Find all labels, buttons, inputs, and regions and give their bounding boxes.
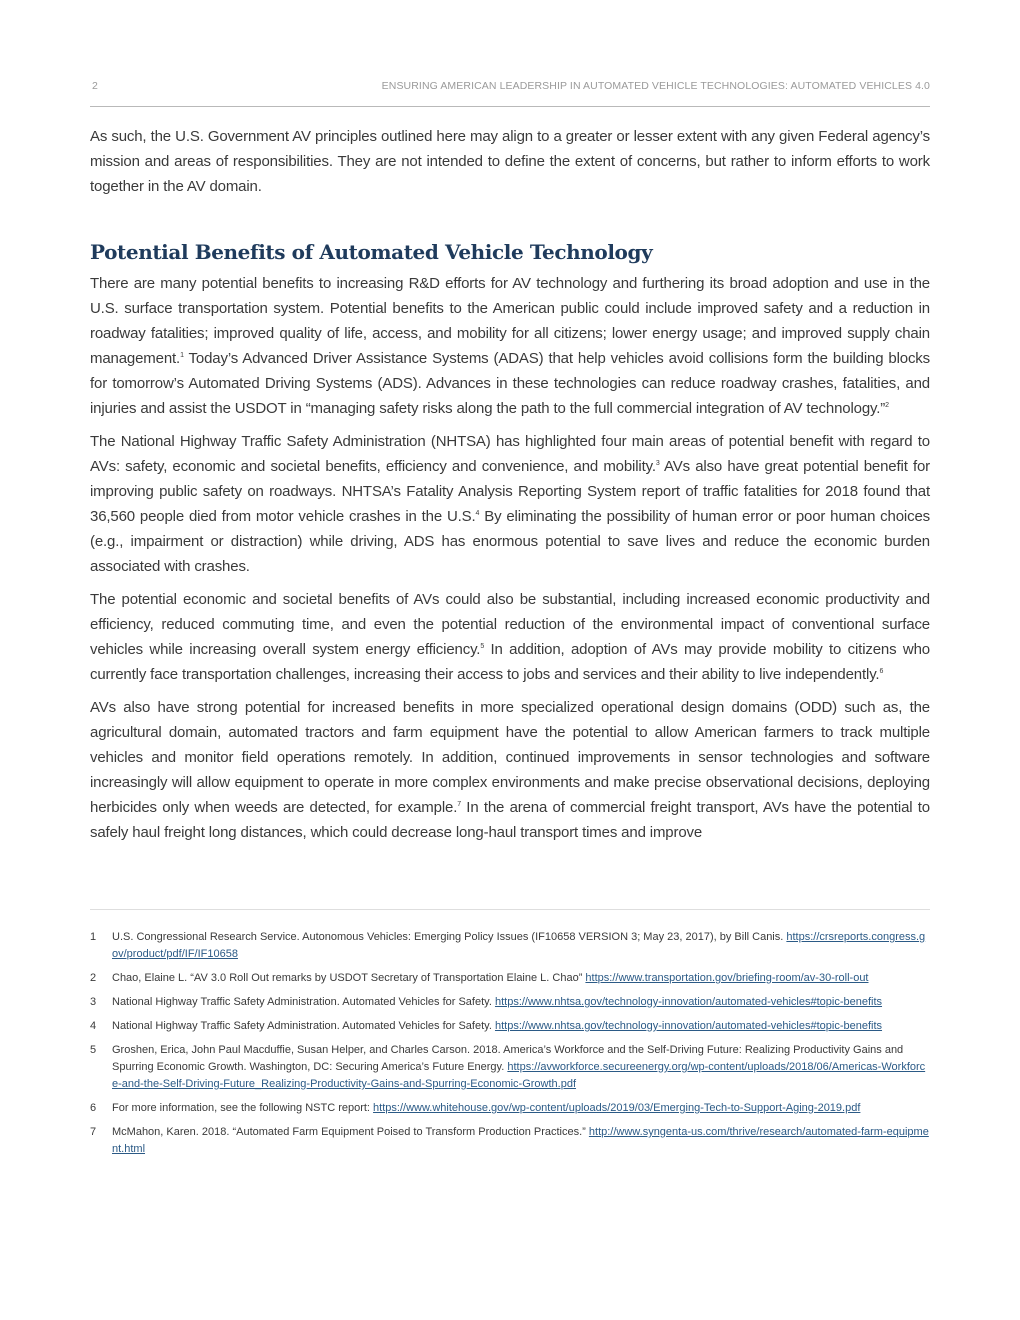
footnote-ref-1[interactable]: 1 — [180, 352, 184, 359]
footnote-item — [90, 994, 930, 1011]
intro-paragraph: As such, the U.S. Government AV principles outlined here may align to a greater or lesser extent with any given Federal agency’s mission and areas of responsibilities. They are not intended to define the extent of concerns, but rather to inform efforts to work together in the AV domain. — [90, 128, 930, 195]
footnote-number: 3 — [90, 996, 97, 1008]
footnote-link[interactable]: https://www.nhtsa.gov/technology-innovation/automated-vehicles#topic-benefits — [494, 996, 883, 1008]
running-title: ENSURING AMERICAN LEADERSHIP IN AUTOMATED VEHICLE TECHNOLOGIES: AUTOMATED VEHICLES 4.0 — [381, 80, 930, 92]
page-number: 2 — [92, 80, 98, 92]
footnote-item — [90, 1100, 930, 1117]
footnote-ref-7[interactable]: 7 — [457, 801, 461, 808]
footnote-link[interactable]: https://www.nhtsa.gov/technology-innovation/automated-vehicles#topic-benefits — [494, 1020, 883, 1032]
footnote-item — [90, 1124, 930, 1158]
footnote-text: National Highway Traffic Safety Administration. Automated Vehicles for Safety. — [112, 996, 495, 1008]
body-paragraph-1: There are many potential benefits to increasing R&D efforts for AV technology and furthering its broad adoption and use in the U.S. surface transportation system. Potential benefits to the American public could include improved safety and a reduction in roadway fatalities; improved quality of life, access, and mobility for all citizens; lower energy usage; and improved supply chain management.$^1$ Today’s Advanced Driver Assistance Systems (ADAS) that help vehicles avoid collisions form the building blocks for tomorrow’s Automated Driving Systems (ADS). Advances in these technologies can reduce roadway crashes, fatalities, and injuries and assist the USDOT in “managing safety risks along the path to the full commercial integration of AV technology.”$^2$ — [90, 275, 930, 417]
footnote-ref-5[interactable]: 5 — [480, 643, 485, 650]
body-paragraph-2: The National Highway Traffic Safety Administration (NHTSA) has highlighted four main areas of potential benefit with regard to AVs: safety, economic and societal benefits, efficiency and convenience, and mobility.$^3$ AVs also have great potential benefit for improving public safety on roadways. NHTSA’s Fatality Analysis Reporting System report of traffic fatalities for 2018 found that 36,560 people died from motor vehicle crashes in the U.S.$^4$ By eliminating the possibility of human error or poor human choices (e.g., impairment or distraction) while driving, ADS has enormous potential to save lives and reduce the economic burden associated with crashes. — [90, 433, 930, 575]
footnote-text: For more information, see the following NSTC report: — [112, 1102, 374, 1114]
footnote-link[interactable]: https://www.transportation.gov/briefing-room/av-30-roll-out — [585, 972, 869, 984]
footnote-ref-4[interactable]: 4 — [475, 510, 480, 517]
footnote-text: National Highway Traffic Safety Administration. Automated Vehicles for Safety. — [112, 1020, 495, 1032]
footnote-item — [90, 970, 930, 987]
footnote-item — [90, 929, 930, 963]
footnotes — [90, 929, 930, 1165]
footnote-link[interactable]: https://www.whitehouse.gov/wp-content/uploads/2019/03/Emerging-Tech-to-Support-Aging-2019.pdf — [373, 1102, 861, 1114]
footnote-number: 1 — [90, 931, 97, 943]
footnote-number: 4 — [90, 1020, 97, 1032]
footnote-item — [90, 1042, 930, 1093]
header-divider — [90, 106, 930, 107]
footnote-ref-2[interactable]: 2 — [885, 402, 889, 409]
footnote-ref-3[interactable]: 3 — [655, 460, 660, 467]
body-paragraph-3: The potential economic and societal benefits of AVs could also be substantial, including increased economic productivity and efficiency, reduced commuting time, and even the potential reduction of the environmental impact of conventional surface vehicles while increasing overall system energy efficiency.$^5$ In addition, adoption of AVs may provide mobility to citizens who currently face transportation challenges, increasing their access to jobs and services and their ability to live independently.$^6$ — [90, 591, 930, 683]
footnote-number: 7 — [90, 1126, 97, 1138]
footnote-text: McMahon, Karen. 2018. “Automated Farm Equipment Poised to Transform Production Practices.” — [112, 1126, 589, 1138]
footnote-link[interactable]: https://avworkforce.secureenergy.org/wp-content/uploads/2018/06/Americas-Workforce-and-the-Self-Driving-Future_Realizing-Productivity-Gains-and-Spurring-Economic-Growth.pdf — [112, 1061, 926, 1090]
footnote-text: U.S. Congressional Research Service. Autonomous Vehicles: Emerging Policy Issues (IF10658 VERSION 3; May 23, 2017), by Bill Canis. — [112, 931, 787, 943]
footnote-divider — [90, 909, 930, 910]
footnote-ref-6[interactable]: 6 — [879, 668, 884, 675]
footnote-text: Groshen, Erica, John Paul Macduffie, Susan Helper, and Charles Carson. 2018. America’s Workforce and the Self-Driving Future: Realizing Productivity Gains and Spurring Economic Growth. Washington, DC: Securing America’s Future Energy. — [112, 1044, 904, 1073]
footnote-link[interactable]: http://www.syngenta-us.com/thrive/research/automated-farm-equipment.html — [112, 1126, 929, 1155]
body-paragraph-4: AVs also have strong potential for increased benefits in more specialized operational design domains (ODD) such as, the agricultural domain, automated tractors and farm equipment have the potential to allow American farmers to track multiple vehicles and monitor field operations remotely. In addition, continued improvements in sensor technologies and software increasingly will allow equipment to operate in more complex environments and make precise observational decisions, deploying herbicides only when weeds are detected, for example.$^7$ In the arena of commercial freight transport, AVs have the potential to safely haul freight long distances, which could decrease long-haul transport times and improve — [90, 699, 930, 841]
footnote-number: 2 — [90, 972, 97, 984]
footnote-number: 6 — [90, 1102, 97, 1114]
main-content — [90, 124, 930, 853]
running-header — [90, 80, 930, 98]
footnote-link[interactable]: https://crsreports.congress.gov/product/pdf/IF/IF10658 — [112, 931, 926, 960]
section-heading: Potential Benefits of Automated Vehicle Technology — [90, 240, 653, 264]
footnote-number: 5 — [90, 1044, 97, 1056]
footnote-text: Chao, Elaine L. “AV 3.0 Roll Out remarks by USDOT Secretary of Transportation Elaine L. Chao” — [112, 972, 586, 984]
footnote-item — [90, 1018, 930, 1035]
